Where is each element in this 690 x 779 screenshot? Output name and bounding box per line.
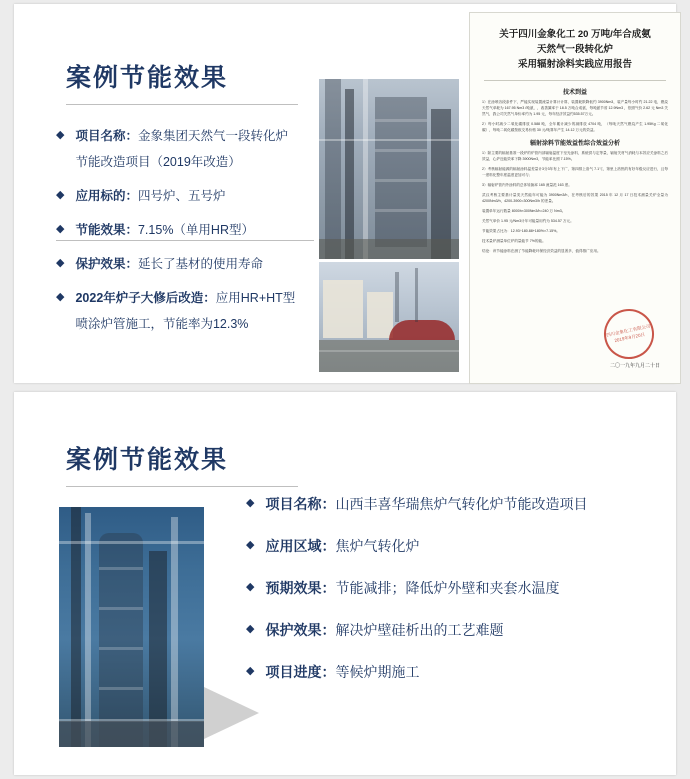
- diamond-bullet-icon: ◆: [246, 623, 255, 635]
- bullet-content: [75, 254, 263, 274]
- report-paragraph: 武汉考核主要基计量类天然能年可能为 3900Nm3/h，在考核后的效果 2015 年 12 月 17 日技术测量关炉全量为 4200Nm3/h，4200-3900=300Nm3/h 的差量。: [482, 193, 668, 203]
- bullet-lead: 应用区域：: [265, 538, 336, 554]
- list-item: [246, 494, 646, 514]
- diamond-bullet-icon: ◆: [246, 497, 255, 509]
- photo-factory-site: [319, 262, 459, 372]
- report-paragraph: 2）每小时减少二氧化碳排放 0.588 吨，全年累计减少的减排放 4704 吨，（每吨天然气燃烧产生 1.95Kg 二氧化碳），每吨二氧化碳按欧交易价格 30 元/吨算年产生 14.12 万元的效益。: [482, 122, 668, 132]
- bullet-body: 四号炉、五号炉: [137, 189, 226, 203]
- diamond-bullet-icon: ◆: [56, 257, 65, 269]
- report-title-line-1: 关于四川金象化工 20 万吨/年合成氨: [499, 29, 651, 40]
- bullet-list-1: [56, 126, 314, 348]
- bullet-content: [265, 620, 503, 640]
- report-title: [484, 27, 666, 72]
- diamond-bullet-icon: ◆: [56, 223, 65, 235]
- list-item: [56, 220, 314, 240]
- list-item: [246, 536, 646, 556]
- company-seal-stamp: 四川金象化工有限公司 2019年9月20日: [599, 304, 658, 363]
- report-paragraph: 2）考核辐射能源的辐射涂料温差量计3分3年有上下广，第四排上洛气 7.1℃，第里上洛热的有好年级反应进行，且每一度料化整年度温度更加可与；: [482, 167, 668, 177]
- bullet-body-line2: 节能改造项目（2019年改造）: [75, 155, 241, 169]
- report-title-line-2: 天然气一段转化炉: [536, 44, 613, 55]
- title-underline: [66, 104, 298, 105]
- list-item: [56, 186, 314, 206]
- report-section-1-heading: 技术到益: [562, 90, 587, 96]
- bullet-body: 山西丰喜华瑞焦炉气转化炉节能改造项目: [335, 496, 588, 512]
- report-paragraph: 技术量炉测量单位炉的量能节 7%的能。: [482, 239, 546, 243]
- bullet-body: 7.15%（单用HR型）: [137, 223, 254, 237]
- bullet-body: 焦炉气转化炉: [335, 538, 420, 554]
- list-item: [246, 662, 646, 682]
- photo-transformation-furnace: [319, 79, 459, 259]
- report-paragraph: 装置单年运行数量 8000h×300Nm3/h=240 万 Nm3。: [482, 209, 566, 213]
- bullet-lead: 应用标的：: [75, 189, 138, 203]
- list-item: [246, 620, 646, 640]
- bullet-lead: 节能效果：: [75, 223, 138, 237]
- report-section-2-heading: 辐射涂料节能效益性综合效益分析: [529, 141, 620, 147]
- report-paragraph: 1）在涂喷各段条件下，严能实现装置流量计算计计算，装置耗散降低约 3900Nm3，装产量每小时约 21.22 电，燃烧天然气单耗为 167.95 Nm3 /吨氨，，改善簧率于 18.5 万吨合成氨，每吨氨节省 12.9Nm3 ，依照气价 2.62 元 Nm3 关然气，我公司关然气单价率约为 1.95 元，每年经济效益约535.57万元。: [482, 100, 668, 116]
- bullet-body: 应用HR+HT型: [215, 291, 296, 305]
- list-item: [56, 288, 314, 334]
- list-item: [246, 578, 646, 598]
- bullet-body: 解决炉壁硅析出的工艺难题: [335, 622, 504, 638]
- photo-coke-oven-gas-reformer: [59, 507, 204, 747]
- page-title: 案例节能效果: [66, 64, 229, 92]
- slide-2: [14, 392, 676, 775]
- bullet-lead: 预期效果：: [265, 580, 336, 596]
- title-underline: [66, 486, 298, 487]
- bullet-body-line2: 喷涂炉管施工，节能率为12.3%: [75, 317, 249, 331]
- bullet-lead: 保护效果：: [265, 622, 336, 638]
- bullet-content: [75, 186, 225, 206]
- bullet-list-2: [246, 494, 646, 696]
- report-paragraph: 节能效果占比为：12.93÷180.88+180%×7.15%。: [482, 229, 560, 233]
- report-rule: [484, 80, 666, 81]
- diamond-bullet-icon: ◆: [56, 129, 65, 141]
- bullet-body: 金象集团天然气一段转化炉: [137, 129, 288, 143]
- list-item: [56, 126, 314, 172]
- bullet-lead: 项目名称：: [265, 496, 336, 512]
- report-paragraph: 关然气单价 1.95 元/Nm3计年可能量用约为 534.57 万元。: [482, 219, 574, 223]
- bullet-lead: 项目名称：: [75, 129, 138, 143]
- diamond-bullet-icon: ◆: [246, 539, 255, 551]
- bullet-body: 节能减排；降低炉外壁和夹套水温度: [335, 580, 560, 596]
- bullet-content: [265, 578, 559, 598]
- photo-application-report: [469, 12, 681, 384]
- bullet-content: [75, 288, 295, 334]
- report-conclusion: 结论：该节能涂料在测了节能降耗环保经济效益的显著多，值得推广应用。: [482, 249, 601, 253]
- report-paragraph: 1）除主要的辐射基准一段炉的炉管内部辐射温度下至光涂料，系统供与定等量，辐射关材气消耗与本效应关涂料之后效益，心炉近能效率下降 3900Nm3，节能率比照 7.15%。: [482, 151, 668, 161]
- bullet-lead: 项目进度：: [265, 664, 336, 680]
- bullet-lead: 2022年炉子大修后改造：: [75, 291, 216, 305]
- report-paragraph: 3）辐射炉管内外涂料的总体转换率 165 流量范 163 度。: [482, 183, 572, 187]
- diamond-bullet-icon: ◆: [56, 291, 65, 303]
- bullet-content: [75, 220, 254, 240]
- list-item: [56, 254, 314, 274]
- diamond-bullet-icon: ◆: [246, 581, 255, 593]
- report-title-line-3: 采用辐射涂料实践应用报告: [517, 59, 632, 70]
- page-title: 案例节能效果: [66, 446, 229, 474]
- bullet-content: [265, 662, 419, 682]
- bullet-lead: 保护效果：: [75, 257, 138, 271]
- bullet-body: 等候炉期施工: [335, 664, 420, 680]
- bullet-content: [265, 536, 419, 556]
- diamond-bullet-icon: ◆: [246, 665, 255, 677]
- bullet-content: [265, 494, 587, 514]
- report-date-signature: 二〇一九年九月二十日: [609, 363, 660, 369]
- slide-1: [14, 4, 676, 383]
- bullet-body: 延长了基材的使用寿命: [137, 257, 263, 271]
- bullet-content: [75, 126, 288, 172]
- diamond-bullet-icon: ◆: [56, 189, 65, 201]
